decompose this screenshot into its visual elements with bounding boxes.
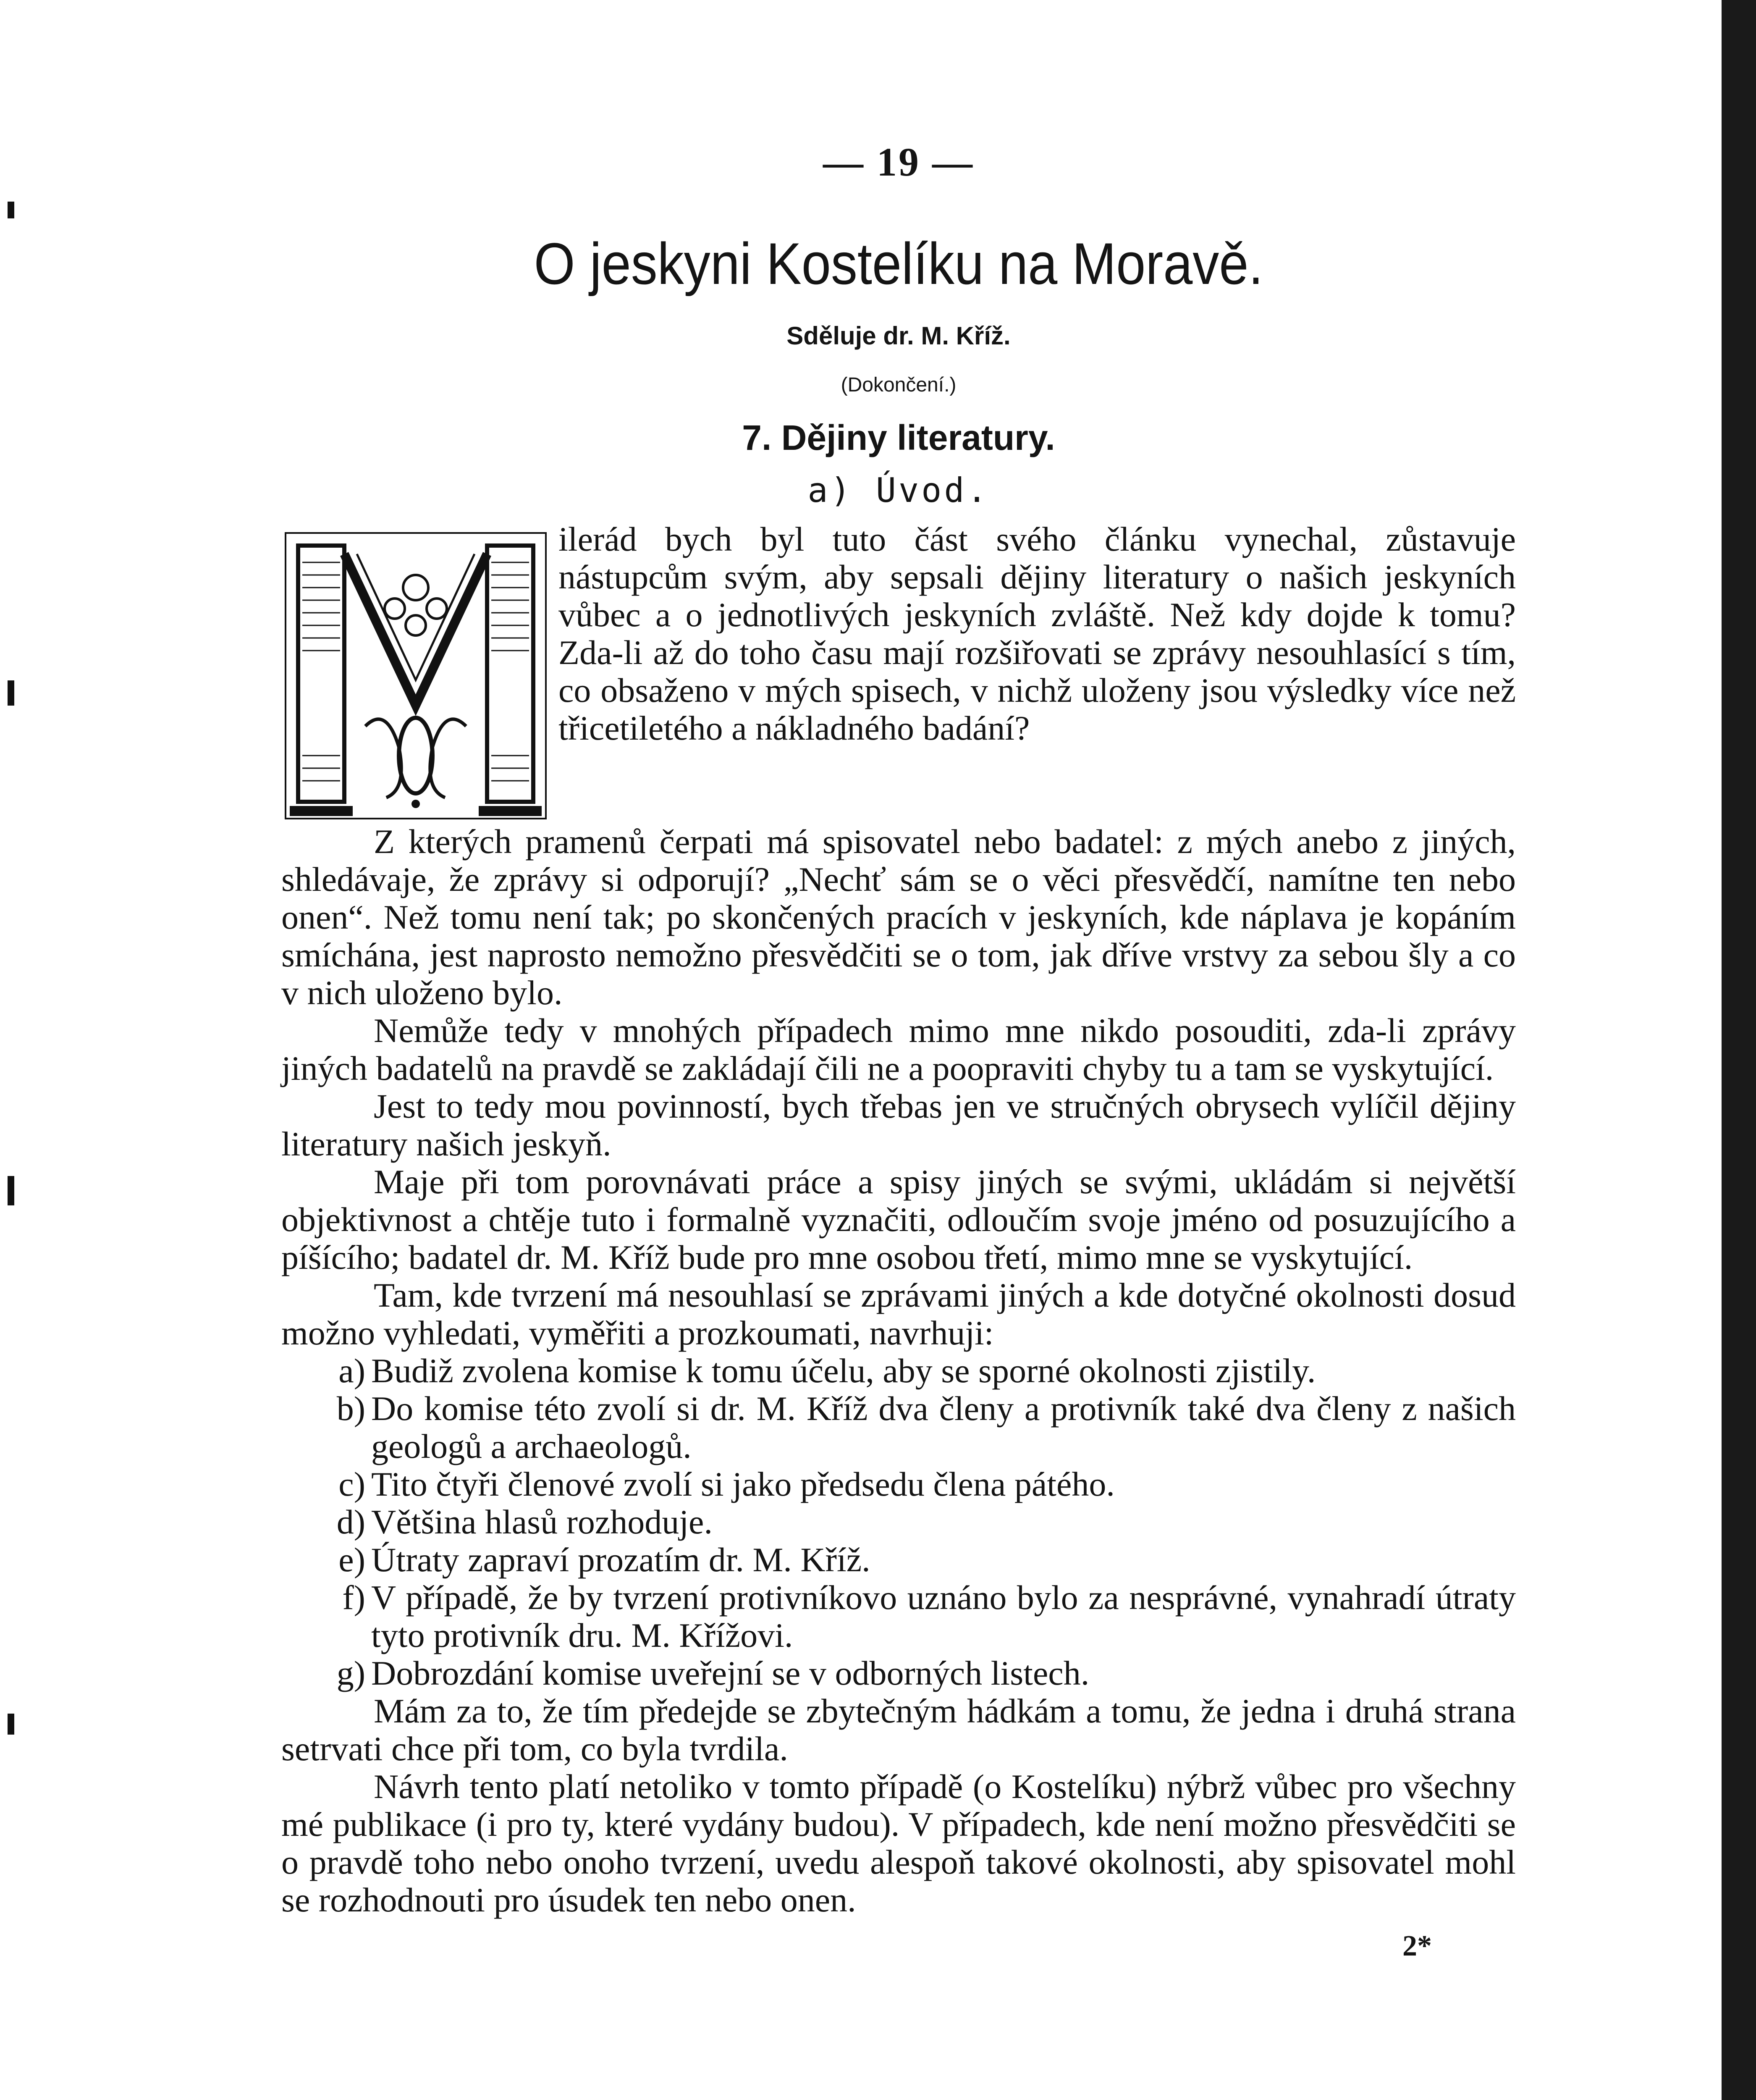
list-item	[281, 1654, 1516, 1692]
section-heading: 7. Dějiny literatury.	[742, 418, 1055, 457]
paragraph: Nemůže tedy v mnohých případech mimo mne nikdo posouditi, zda-li zprávy jiných badatelů na pravdě se zakládají čili ne a poopraviti chyby tu a tam se vyskytující.	[281, 1011, 1516, 1087]
list-item	[281, 1352, 1516, 1390]
list-marker: f)	[342, 1578, 365, 1617]
list-marker: e)	[338, 1541, 365, 1579]
article-author: Sděluje dr. M. Kříž.	[786, 322, 1011, 350]
paragraph: Maje při tom porovnávati práce a spisy jiných se svými, ukládám si největší objektivnost a chtěje tuto i formalně vyznačiti, odloučím svoje jméno od posuzujícího a píšícího; badatel dr. M. Kříž bude pro mne osobou třetí, mimo mne se vyskytující.	[281, 1163, 1516, 1276]
list-item-text: Útraty zapraví prozatím dr. M. Kříž.	[371, 1541, 870, 1579]
continuation-note: (Dokončení.)	[841, 374, 957, 396]
subsection-heading: a) Úvod.	[807, 471, 990, 510]
paragraph: Jest to tedy mou povinností, bych třebas jen ve stručných obrysech vylíčil dějiny literatury našich jeskyň.	[281, 1087, 1516, 1163]
paragraph: Z kterých pramenů čerpati má spisovatel nebo badatel: z mých anebo z jiných, shledávaje, že zprávy si odporují? „Nechť sám se o věci přesvědčí, namítne ten nebo onen“. Než tomu není tak; po skončených pracích v jeskyních, kde náplava je kopáním smíchána, jest naprosto nemožno přesvědčiti se o tom, jak dříve vrstvy za sebou šly a co v nich uloženo bylo.	[281, 822, 1516, 1012]
list-item-text: Budiž zvolena komise k tomu účelu, aby se sporné okolnosti zjistily.	[371, 1352, 1316, 1390]
dropcap-block	[281, 520, 1516, 823]
paragraph: Návrh tento platí netoliko v tomto případě (o Kostelíku) nýbrž vůbec pro všechny mé publikace (i pro ty, které vydány budou). V případech, kde není možno přesvědčiti se o pravdě toho nebo onoho tvrzení, uvedu alespoň takové okolnosti, aby spisovatel mohl se rozhodnouti pro úsudek ten nebo onen.	[281, 1767, 1516, 1919]
list-marker: a)	[338, 1352, 365, 1390]
paragraph: Tam, kde tvrzení má nesouhlasí se zprávami jiných a kde dotyčné okolnosti dosud možno vyhledati, vyměřiti a prozkoumati, navrhuji:	[281, 1276, 1516, 1352]
list-marker: b)	[336, 1389, 365, 1428]
proposal-list	[281, 1352, 1516, 1692]
document-page	[29, 0, 1722, 2100]
paragraph: Mám za to, že tím předejde se zbytečným hádkám a tomu, že jedna i druhá strana setrvati chce při tom, co byla tvrdila.	[281, 1692, 1516, 1768]
list-item-text: Do komise této zvolí si dr. M. Kříž dva členy a protivník také dva členy z našich geologů a archaeologů.	[371, 1389, 1516, 1465]
list-marker: d)	[336, 1503, 365, 1541]
article-title: O jeskyni Kostelíku na Moravě.	[534, 231, 1263, 297]
list-item	[281, 1579, 1516, 1654]
list-marker: g)	[336, 1654, 365, 1692]
ornamental-initial-m-icon	[281, 529, 550, 823]
list-item-text: V případě, že by tvrzení protivníkovo uznáno bylo za nesprávné, vynahradí útraty tyto protivník dru. M. Křížovi.	[371, 1578, 1516, 1654]
article-body	[281, 520, 1516, 1965]
page-number: — 19 —	[823, 139, 974, 184]
list-item	[281, 1465, 1516, 1503]
list-marker: c)	[338, 1465, 365, 1503]
list-item	[281, 1503, 1516, 1541]
list-item-text: Dobrozdání komise uveřejní se v odborných listech.	[371, 1654, 1090, 1692]
page-content	[281, 139, 1516, 1965]
list-item-text: Tito čtyři členové zvolí si jako předsedu člena pátého.	[371, 1465, 1115, 1503]
list-item-text: Většina hlasů rozhoduje.	[371, 1503, 713, 1541]
list-item	[281, 1541, 1516, 1579]
list-item	[281, 1390, 1516, 1465]
opening-paragraph: ilerád bych byl tuto část svého článku vynechal, zůstavuje nástupcům svým, aby sepsali dějiny literatury o našich jeskyních vůbec a o jednotlivých jeskyních zvláště. Než kdy dojde k tomu? Zda-li až do toho času mají rozšiřovati se zprávy nesouhlasící s tím, co obsaženo v mých spisech, v nichž uloženy jsou výsledky více než třicetiletého a nákladného badání?	[558, 520, 1516, 747]
scan-left-edge	[0, 0, 32, 2100]
signature-mark: 2*	[1402, 1930, 1432, 1962]
